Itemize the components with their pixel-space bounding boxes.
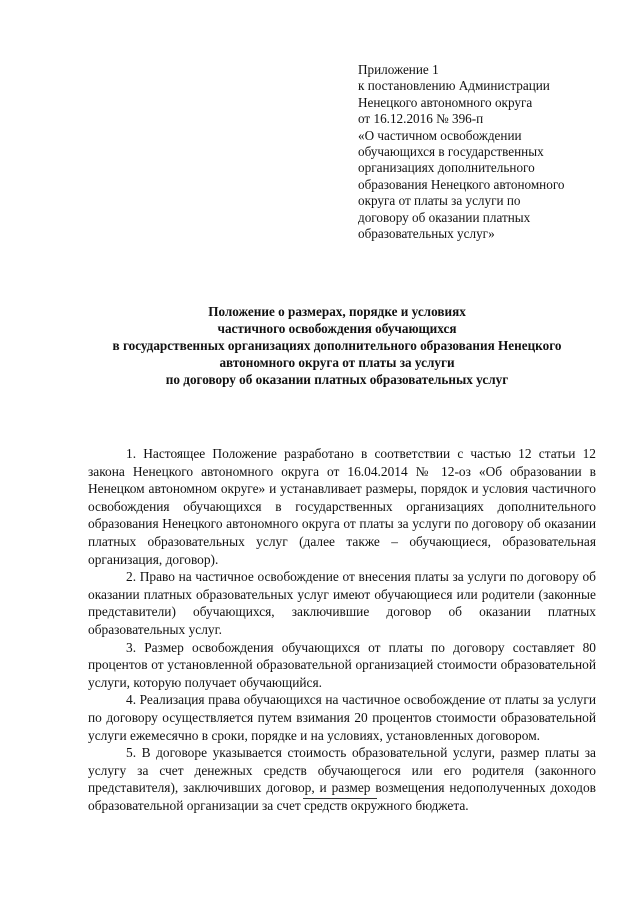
- title-line: частичного освобождения обучающихся: [217, 321, 457, 336]
- title-line: в государственных организациях дополнительного образования Ненецкого: [112, 338, 562, 353]
- title-line: автономного округа от платы за услуги: [219, 355, 455, 370]
- appendix-line: организациях дополнительного: [358, 160, 535, 176]
- paragraph-3: 3. Размер освобождения обучающихся от платы по договору составляет 80 процентов от установленной образовательной организацией стоимости образовательной услуги, которую получает обучающийся.: [88, 639, 596, 690]
- paragraph-2: 2. Право на частичное освобождение от внесения платы за услуги по договору об оказании платных образовательных услуг имеют обучающиеся или родители (законные представители) обучающихся, заключившие договор об оказании платных образовательных услуг.: [88, 569, 596, 637]
- end-divider: [303, 798, 377, 799]
- appendix-line: договору об оказании платных: [358, 209, 531, 225]
- appendix-line: округа от платы за услуги по: [358, 193, 521, 209]
- document-title: [88, 303, 586, 388]
- appendix-line: обучающихся в государственных: [358, 144, 544, 160]
- appendix-line: Приложение 1: [358, 62, 439, 77]
- appendix-line: Ненецкого автономного округа: [358, 94, 533, 110]
- paragraph-1: 1. Настоящее Положение разработано в соответствии с частью 12 статьи 12 закона Ненецкого автономного округа от 16.04.2014 № 12-оз «Об образовании в Ненецком автономном округе» и устанавливает размеры, порядок и условия частичного освобождения обучающихся в государственных организациях дополнительного образования Ненецкого автономного округа от платы за услуги по договору об оказании платных образовательных услуг (далее также – обучающиеся, образовательная организация, договор).: [88, 446, 596, 567]
- appendix-line: от 16.12.2016 № 396-п: [358, 111, 484, 127]
- title-line: Положение о размерах, порядке и условиях: [208, 304, 466, 319]
- appendix-line: к постановлению Администрации: [358, 78, 550, 94]
- paragraph-5: 5. В договоре указывается стоимость образовательной услуги, размер платы за услугу за счет денежных средств обучающегося или его родителя (законного представителя), заключивших договор, и размер возмещения недополученных доходов образовательной организации за счет средств окружного бюджета.: [88, 745, 596, 813]
- title-line: по договору об оказании платных образовательных услуг: [165, 372, 509, 387]
- paragraph-4: 4. Реализация права обучающихся на частичное освобождение от платы за услуги по договору осуществляется путем взимания 20 процентов стоимости образовательной услуги ежемесячно в сроки, порядке и на условиях, установленных договором.: [88, 692, 596, 743]
- appendix-line: образовательных услуг»: [358, 226, 495, 242]
- document-body: [88, 445, 596, 814]
- appendix-line: образования Ненецкого автономного: [358, 176, 565, 192]
- appendix-block: [358, 62, 608, 242]
- appendix-line: «О частичном освобождении: [358, 127, 522, 143]
